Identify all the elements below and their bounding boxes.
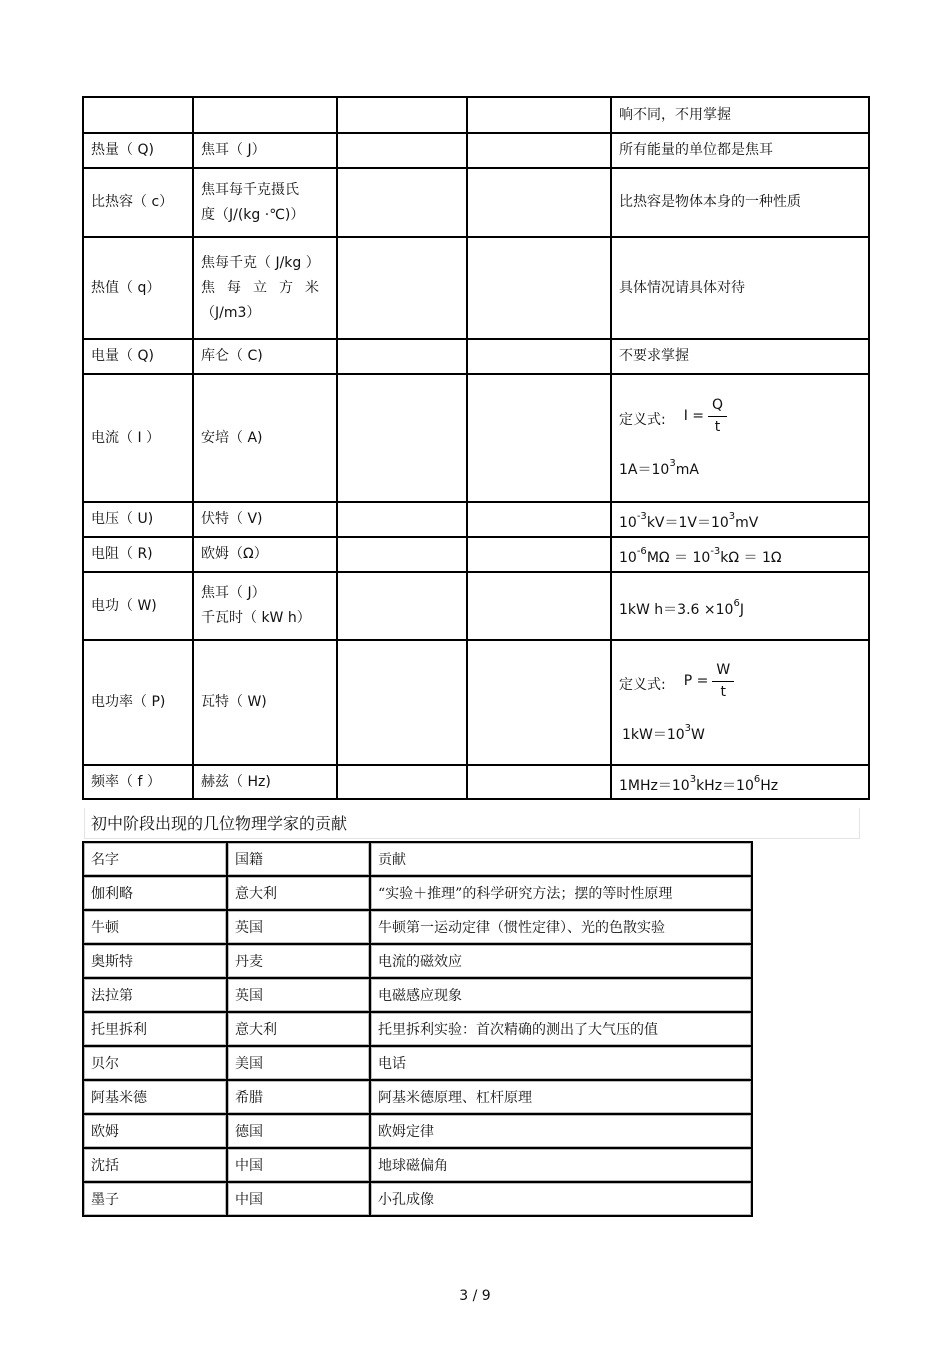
- fraction-denominator: t: [714, 419, 721, 435]
- empty-cell: [337, 168, 467, 237]
- units-table: [82, 96, 870, 800]
- quantity-cell: 热值（ q）: [83, 237, 193, 339]
- empty-cell: [337, 537, 467, 572]
- contribution-cell: 地球磁偏角: [370, 1148, 752, 1182]
- text-part: MΩ ＝ 10: [646, 550, 711, 566]
- fraction: [712, 662, 734, 701]
- text-part: mV: [735, 515, 759, 531]
- note-cell: 响不同，不用掌握: [611, 97, 869, 133]
- text-part: 10: [619, 515, 637, 531]
- formula-lhs: I =: [683, 408, 705, 424]
- table-row: [83, 97, 869, 133]
- empty-cell: [467, 374, 611, 502]
- exponent: 3: [684, 722, 692, 734]
- table-row: [83, 374, 869, 502]
- unit-line: 焦耳每千克摄氏: [201, 181, 299, 198]
- table-row: [83, 572, 869, 640]
- text-part: kV＝1V＝10: [646, 515, 729, 531]
- empty-cell: [467, 640, 611, 765]
- table-row: [83, 133, 869, 168]
- exponent: 3: [689, 773, 697, 785]
- fraction: [708, 397, 727, 436]
- empty-cell: [467, 97, 611, 133]
- empty-cell: [337, 237, 467, 339]
- definition-formula: [619, 662, 861, 701]
- note-cell: 不要求掌握: [611, 339, 869, 374]
- quantity-cell: 电功率（ P): [83, 640, 193, 765]
- contribution-cell: 欧姆定律: [370, 1114, 752, 1148]
- table-row: [83, 1080, 752, 1114]
- scientists-table: [82, 841, 753, 1217]
- unit-cell: 瓦特（ W): [193, 640, 337, 765]
- table-row: [83, 1148, 752, 1182]
- quantity-cell: 比热容（ c）: [83, 168, 193, 237]
- note-cell: [611, 374, 869, 502]
- nationality-cell: 国籍: [227, 842, 370, 876]
- empty-cell: [337, 572, 467, 640]
- nationality-cell: 希腊: [227, 1080, 370, 1114]
- conversion-line: [619, 722, 861, 744]
- fraction-numerator: Q: [708, 397, 727, 417]
- name-cell: 名字: [83, 842, 227, 876]
- fraction-numerator: W: [712, 662, 734, 682]
- empty-cell: [337, 374, 467, 502]
- contribution-cell: 电磁感应现象: [370, 978, 752, 1012]
- note-cell: 所有能量的单位都是焦耳: [611, 133, 869, 168]
- name-cell: 欧姆: [83, 1114, 227, 1148]
- name-cell: 奥斯特: [83, 944, 227, 978]
- quantity-cell: [83, 97, 193, 133]
- empty-cell: [467, 237, 611, 339]
- exponent: -3: [710, 546, 721, 557]
- unit-cell: [193, 97, 337, 133]
- formula-label: 定义式:: [619, 676, 666, 693]
- exponent: 6: [733, 597, 740, 609]
- text-part: 1MHz＝10: [619, 777, 690, 794]
- exponent: -3: [636, 511, 647, 522]
- table-row: [83, 1012, 752, 1046]
- unit-cell: [193, 168, 337, 237]
- note-cell: 比热容是物体本身的一种性质: [611, 168, 869, 237]
- quantity-cell: 电流（ I ）: [83, 374, 193, 502]
- text-part: 1kW＝10: [622, 726, 685, 743]
- empty-cell: [467, 765, 611, 799]
- empty-cell: [337, 339, 467, 374]
- text-part: J: [739, 601, 744, 618]
- note-cell: [611, 640, 869, 765]
- quantity-cell: 电功（ W): [83, 572, 193, 640]
- empty-cell: [467, 537, 611, 572]
- unit-line: （J/m3）: [201, 304, 261, 321]
- unit-cell: 安培（ A): [193, 374, 337, 502]
- page-number: 3 / 9: [459, 1288, 491, 1304]
- name-cell: 牛顿: [83, 910, 227, 944]
- contribution-cell: 阿基米德原理、杠杆原理: [370, 1080, 752, 1114]
- unit-line: 度（J/(kg ·℃)）: [201, 206, 305, 223]
- name-cell: 托里拆利: [83, 1012, 227, 1046]
- nationality-cell: 美国: [227, 1046, 370, 1080]
- table-row: [83, 1114, 752, 1148]
- contribution-cell: 电话: [370, 1046, 752, 1080]
- name-cell: 墨子: [83, 1182, 227, 1216]
- text-part: W: [691, 726, 705, 743]
- table-row: [83, 765, 869, 799]
- nationality-cell: 中国: [227, 1148, 370, 1182]
- exponent: -6: [636, 546, 647, 557]
- quantity-cell: 电压（ U): [83, 502, 193, 537]
- unit-cell: 库仑（ C): [193, 339, 337, 374]
- empty-cell: [337, 502, 467, 537]
- table-row: [83, 502, 869, 537]
- contribution-cell: 牛顿第一运动定律（惯性定律）、光的色散实验: [370, 910, 752, 944]
- empty-cell: [467, 339, 611, 374]
- table-row: [83, 537, 869, 572]
- text-part: kHz＝10: [696, 777, 754, 794]
- table-row: [83, 640, 869, 765]
- fraction-denominator: t: [720, 683, 727, 700]
- exponent: 6: [753, 773, 761, 785]
- formula-label: 定义式:: [619, 412, 666, 428]
- empty-cell: [467, 133, 611, 168]
- note-cell: [611, 765, 869, 799]
- unit-cell: 赫兹（ Hz): [193, 765, 337, 799]
- nationality-cell: 意大利: [227, 876, 370, 910]
- text-part: 10: [619, 550, 637, 566]
- unit-cell: [193, 237, 337, 339]
- unit-line: 千瓦时（ kW h）: [201, 610, 311, 626]
- contribution-cell: 电流的磁效应: [370, 944, 752, 978]
- unit-cell: [193, 572, 337, 640]
- table-row: [83, 910, 752, 944]
- section-caption: 初中阶段出现的几位物理学家的贡献: [84, 808, 860, 839]
- nationality-cell: 丹麦: [227, 944, 370, 978]
- quantity-cell: 电阻（ R): [83, 537, 193, 572]
- contribution-cell: “实验＋推理”的科学研究方法；摆的等时性原理: [370, 876, 752, 910]
- unit-line: 焦耳（ J）: [201, 585, 266, 601]
- table-row: [83, 339, 869, 374]
- empty-cell: [337, 640, 467, 765]
- nationality-cell: 中国: [227, 1182, 370, 1216]
- text-part: kΩ ＝ 1Ω: [720, 550, 782, 566]
- table-row: [83, 876, 752, 910]
- name-cell: 贝尔: [83, 1046, 227, 1080]
- text-part: 1A＝10: [619, 462, 670, 478]
- empty-cell: [467, 502, 611, 537]
- empty-cell: [337, 765, 467, 799]
- text-part: mA: [675, 462, 699, 478]
- quantity-cell: 频率（ f ）: [83, 765, 193, 799]
- name-cell: 阿基米德: [83, 1080, 227, 1114]
- note-cell: [611, 502, 869, 537]
- unit-line: 焦 每 立 方 米: [201, 279, 319, 296]
- table-row: [83, 1182, 752, 1216]
- table-row: [83, 1046, 752, 1080]
- text-part: Hz: [760, 777, 779, 794]
- empty-cell: [467, 168, 611, 237]
- exponent: 3: [669, 458, 676, 469]
- table-row: [83, 944, 752, 978]
- name-cell: 沈括: [83, 1148, 227, 1182]
- table-row: [83, 168, 869, 237]
- exponent: 3: [728, 511, 736, 522]
- note-cell: [611, 572, 869, 640]
- table-row: [83, 237, 869, 339]
- empty-cell: [337, 97, 467, 133]
- contribution-cell: 托里拆利实验：首次精确的测出了大气压的值: [370, 1012, 752, 1046]
- nationality-cell: 德国: [227, 1114, 370, 1148]
- note-cell: 具体情况请具体对待: [611, 237, 869, 339]
- unit-line: 焦每千克（ J/kg ）: [201, 254, 320, 271]
- unit-cell: 伏特（ V): [193, 502, 337, 537]
- formula-lhs: P =: [683, 672, 709, 689]
- nationality-cell: 英国: [227, 910, 370, 944]
- nationality-cell: 英国: [227, 978, 370, 1012]
- quantity-cell: 热量（ Q): [83, 133, 193, 168]
- name-cell: 伽利略: [83, 876, 227, 910]
- note-cell: [611, 537, 869, 572]
- nationality-cell: 意大利: [227, 1012, 370, 1046]
- table-row: [83, 978, 752, 1012]
- text-part: 1kW h＝3.6 ×10: [619, 601, 734, 618]
- contribution-cell: 小孔成像: [370, 1182, 752, 1216]
- definition-formula: [619, 397, 861, 436]
- unit-cell: 欧姆（Ω）: [193, 537, 337, 572]
- empty-cell: [467, 572, 611, 640]
- header-row: [83, 842, 752, 876]
- name-cell: 法拉第: [83, 978, 227, 1012]
- contribution-cell: 贡献: [370, 842, 752, 876]
- unit-cell: 焦耳（ J）: [193, 133, 337, 168]
- quantity-cell: 电量（ Q): [83, 339, 193, 374]
- empty-cell: [337, 133, 467, 168]
- conversion-line: [619, 458, 861, 479]
